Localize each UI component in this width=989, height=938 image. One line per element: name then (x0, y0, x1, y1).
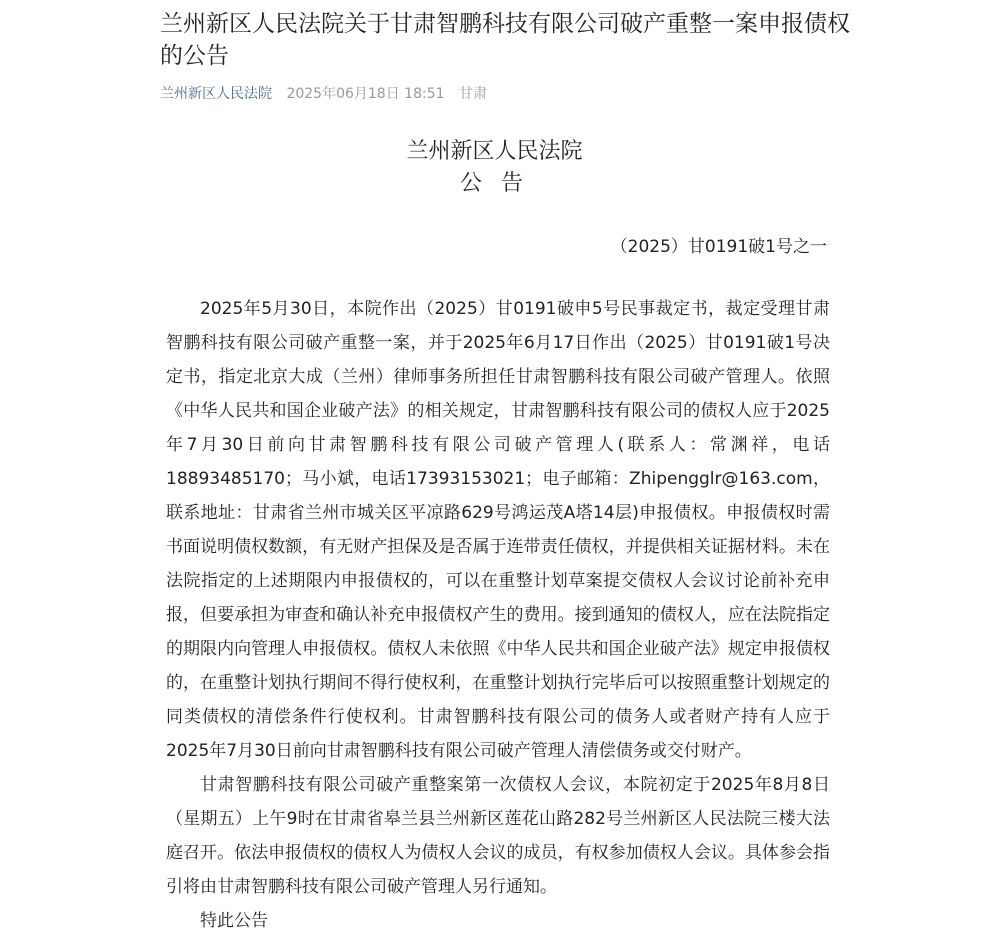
article-location: 甘肃 (458, 86, 487, 102)
notice-paragraph-2: 甘肃智鹏科技有限公司破产重整案第一次债权人会议，本院初定于2025年8月8日（星期五）上午9时在甘肃省皋兰县兰州新区莲花山路282号兰州新区人民法院三楼大法庭召开。依法申报债权的债权人为债权人会议的成员，有权参加债权人会议。具体参会指引将由甘肃智鹏科技有限公司破产管理人另行通知。 (166, 775, 830, 897)
notice-case-number: （2025）甘0191破1号之一 (610, 237, 827, 257)
article-meta (160, 84, 487, 104)
article-datetime: 2025年06月18日 18:51 (286, 86, 445, 102)
article-title: 兰州新区人民法院关于甘肃智鹏科技有限公司破产重整一案申报债权的公告 (160, 11, 850, 69)
article-source-link[interactable]: 兰州新区人民法院 (160, 86, 272, 102)
notice-heading: 公 告 (460, 171, 529, 196)
notice-closing: 特此公告 (200, 911, 268, 931)
notice-court-name: 兰州新区人民法院 (406, 139, 583, 164)
notice-body (166, 292, 830, 938)
notice-paragraph-1: 2025年5月30日，本院作出（2025）甘0191破申5号民事裁定书，裁定受理甘肃智鹏科技有限公司破产重整一案，并于2025年6月17日作出（2025）甘0191破1号决定书，指定北京大成（兰州）律师事务所担任甘肃智鹏科技有限公司破产管理人。依照《中华人民共和国企业破产法》的相关规定，甘肃智鹏科技有限公司的债权人应于2025年7月30日前向甘肃智鹏科技有限公司破产管理人(联系人：常渊祥，电话18893485170；马小斌，电话17393153021；电子邮箱：Zhipengglr@163.com，联系地址：甘肃省兰州市城关区平凉路629号鸿运茂A塔14层)申报债权。申报债权时需书面说明债权数额，有无财产担保及是否属于连带责任债权，并提供相关证据材料。未在法院指定的上述期限内申报债权的，可以在重整计划草案提交债权人会议讨论前补充申报，但要承担为审查和确认补充申报债权产生的费用。接到通知的债权人，应在法院指定的期限内向管理人申报债权。债权人未依照《中华人民共和国企业破产法》规定申报债权的，在重整计划执行期间不得行使权利，在重整计划执行完毕后可以按照重整计划规定的同类债权的清偿条件行使权利。甘肃智鹏科技有限公司的债务人或者财产持有人应于2025年7月30日前向甘肃智鹏科技有限公司破产管理人清偿债务或交付财产。 (166, 299, 830, 761)
